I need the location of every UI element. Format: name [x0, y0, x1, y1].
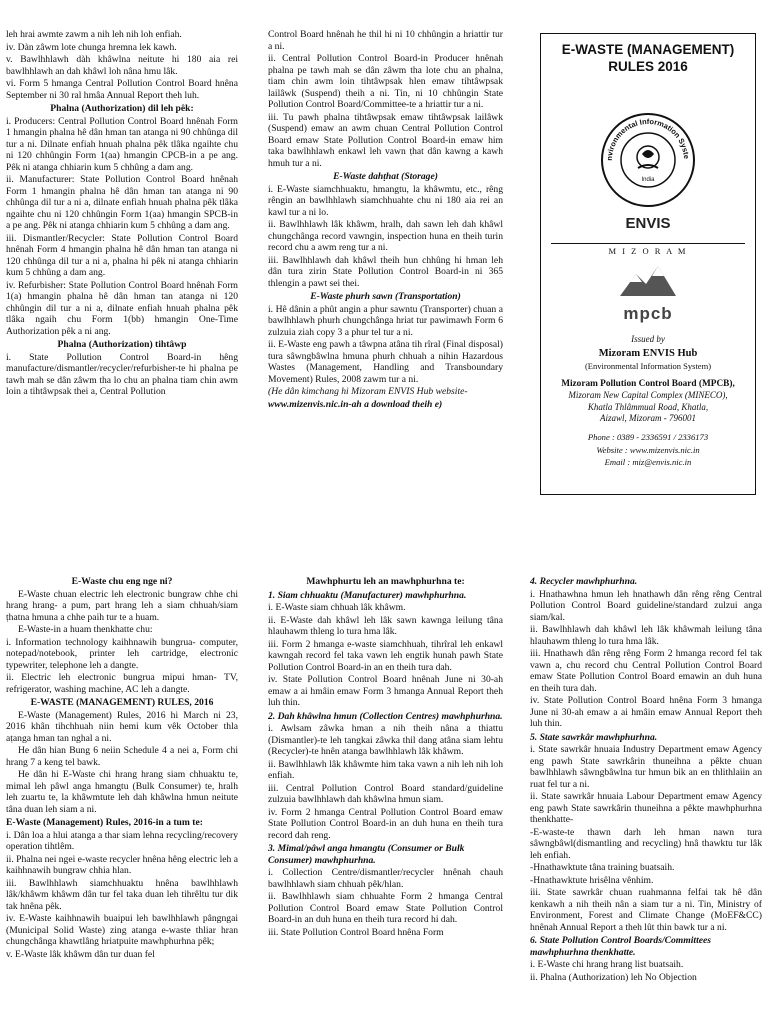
paragraph: i. Dân loa a hlui atanga a thar siam lehna recycling/recovery operation tihtlêm. [6, 829, 238, 852]
paragraph: -Hnathawktute tâna training buatsaih. [530, 862, 675, 873]
paragraph: iii. Bawlhhlawh dah khâwl theih hun chhûng hi hman leh dân tura zirin State Pollution Control Board-in ni 365 thlengin a pawt sei thei. [268, 254, 503, 289]
address-line2: Khatla Thlâmmual Road, Khatla, [587, 401, 709, 412]
section-heading: E-Waste (Management) Rules, 2016-in a tum te: [6, 817, 203, 828]
paragraph: -Hnathawktute hrisêlna vênhim. [530, 874, 654, 886]
cover-title-line1: E-WASTE (MANAGEMENT) [561, 42, 735, 57]
paragraph: E-Waste chuan electric leh electronic bungraw chhe chi hrang hrang- a pum, part hrang leh a siam chhuah/siam ṭhatna hmuna a chhe paih tur te a huam. [6, 588, 238, 623]
paragraph: -E-waste-te thawn darh leh hman nawn tura sâwngbâwl(dismantling and recycling) hnâ thawktu tur lâk leh enfiah. [530, 826, 762, 861]
paragraph: iii. Bawlhhlawh siamchhuaktu hnêna bawlhhlawh lâk/khâwm khâwm dân tur fel taka duan leh tihrêltu tur dik tak hnêna pêk. [6, 877, 238, 912]
paragraph: E-Waste (Management) Rules, 2016 hi March ni 23, 2016 khân tihchhuah niin hemi kum vêk October thla aṭanga hman tan nghal a ni. [6, 709, 238, 744]
right-column-bottom [530, 574, 762, 1024]
paragraph: iii. State Pollution Control Board hnêna Form [268, 926, 444, 938]
mpcb-label: mpcb [623, 303, 673, 323]
section-heading: 4. Recycler mawhphurhna. [530, 576, 638, 587]
paragraph: i. E-Waste siam chhuah lâk khâwm. [268, 602, 406, 613]
paragraph: Control Board hnênah he thil hi ni 10 chhûngin a hriattir tur a ni. [268, 29, 503, 52]
paragraph: ii. Bawlhhlawh siam chhuahte Form 2 hmanga Central Pollution Control Board emaw State Pollution Control Board-in an duh huna en theih tura record hi dah. [268, 891, 503, 925]
paragraph: ii. E-Waste dah khâwl leh lâk sawn kawnga leilung tâna hlauhawm thleng lo tura hma lâk. [268, 614, 503, 637]
paragraph: ii. Bawlhhlawh lâk khâwm, hralh, dah sawn leh dah khâwl chungchânga record vawngin, inspection huna en theih turin record chu a awm reng tur a ni. [268, 219, 503, 253]
section-heading: E-Waste dahṭhat (Storage) [333, 171, 438, 182]
paragraph: ii. E-Waste eng pawh a tâwpna atâna tih rîral (Final disposal) tura sâwngbâwlna hmuna phurh chhuah a nihin Hazardous Wastes (Management, Handling and Transboundary Movement) Rules, 2008 zawm tur a ni. [268, 339, 503, 385]
paragraph: ii. Bawlhhlawh dah khâwl leh lâk khâwmah leilung tâna hlauhawm thleng lo tura hma lâk. [530, 624, 762, 647]
paragraph: ii. Bawlhhlawh lâk khâwmte him taka vawn a nih leh nih loh enfiah. [268, 758, 503, 781]
paragraph: iii. Central Pollution Control Board standard/guideline zulzuia bawlhhlawh dah khâwlna hmun siam. [268, 782, 503, 805]
paragraph: iv. Dàn zâwm lote chunga hremna lek kawh. [6, 41, 177, 53]
paragraph: v. E-Waste lâk khâwm dân tur duan fel [6, 948, 155, 960]
hub-subtitle: (Environmental Information System) [584, 360, 712, 371]
hub-name: Mizoram ENVIS Hub [598, 348, 698, 360]
section-heading: Phalna (Authorization) dil leh pêk: [50, 103, 194, 114]
address-line1: Mizoram New Capital Complex (MINECO), [568, 390, 728, 401]
section-heading: E-Waste chu eng nge ni? [71, 576, 173, 587]
paragraph: iii. Form 2 hmanga e-waste siamchhuah, tihrîral leh enkawl kawngah record fel taka vawn leh engtik hunah pawh State Pollution Control Board-in an en theih tura dah. [268, 638, 503, 673]
envis-logo [541, 110, 755, 214]
section-heading: E-Waste phurh sawn (Transportation) [310, 291, 461, 302]
paragraph: i. State sawrkâr hnuaia Industry Department emaw Agency eng pawh State sawrkârin thuneihna a pêkte chuan bawlhhlawh sâwngbâwlna tur hmun bik an en thlithlaiin an ruat fel tur a ni. [530, 744, 762, 790]
logo-india-text: India [641, 176, 655, 183]
middle-column-bottom [268, 574, 503, 1024]
paragraph: www.mizenvis.nic.in-ah a download theih e) [268, 398, 443, 410]
issued-by: Issued by [631, 334, 665, 345]
mpcb-emblem-icon [616, 260, 680, 300]
section-heading: Phalna (Authorization) tihtâwp [57, 339, 187, 350]
paragraph: iv. State Pollution Control Board hnêna Form 3 hmanga June ni 30-ah emaw a ai hmâin emaw Annual Report theh luh thin. [530, 695, 762, 729]
section-heading: 6. State Pollution Control Boards/Committees mawhphurhna thenkhatte. [530, 935, 711, 958]
paragraph: (He dân kimchang hi Mizoram ENVIS Hub website- [268, 386, 468, 397]
section-heading: 5. State sawrkâr mawhphurhna. [530, 731, 658, 743]
address-line3: Aizawl, Mizoram - 796001 [599, 413, 696, 424]
section-heading: Mawhphurtu leh an mawhphurhna te: [306, 576, 465, 587]
email-link[interactable]: Email : miz@envis.nic.in [604, 457, 692, 468]
divider [551, 243, 745, 244]
section-heading: 1. Siam chhuaktu (Manufacturer) mawhphurhna. [268, 589, 467, 601]
mpcb-logo [541, 260, 755, 304]
left-column-bottom [6, 574, 238, 1024]
cover-title-line2: RULES 2016 [608, 58, 688, 74]
paragraph: i. Hnathawhna hmun leh hnathawh dân rêng rêng Central Pollution Control Board guideline/standard zulzui anga siam/kal. [530, 588, 762, 623]
paragraph: ii. State sawrkâr hnuaia Labour Department emaw Agency eng pawh State sawrkârin thuneihna a pêkte mawhphurhna thenkhatte- [530, 791, 762, 825]
paragraph: iv. Form 2 hmanga Central Pollution Control Board emaw State Pollution Control Board-in an duh huna en theih tura record dah reng. [268, 806, 503, 841]
section-heading: E-WASTE (MANAGEMENT) RULES, 2016 [30, 697, 214, 708]
paragraph: i. Producers: Central Pollution Control Board hnênah Form 1 hmangin phalna hê dân hman tan atanga ni 90 chhûnga dil tur a ni. Dilnate enfiah hnuah phalna pêk tlâka ngaihte chu ni 120 chhûngin Form 1(aa) hmangin CPCB-in a pe ang. Pêk ni atanga chhiarin kum 5 chhûng a dam ang. [6, 115, 238, 173]
left-column-top [6, 29, 238, 519]
middle-column-top [268, 29, 503, 519]
website-link[interactable]: Website : www.mizenvis.nic.in [596, 444, 700, 455]
paragraph: i. Information technology kaihhnawih bungrua- computer, notepad/notebook, printer leh cartridge, electronic typewriter, telephone leh a dangte. [6, 636, 238, 671]
board-name: Mizoram Pollution Control Board (MPCB), [561, 378, 735, 389]
paragraph: i. E-Waste siamchhuaktu, hmangtu, la khâwmtu, etc., rêng rêngin an bawlhhlawh siamchhuahte chu ni 180 aia rei an kawl tur a ni lo. [268, 183, 503, 218]
paragraph: iv. State Pollution Control Board hnênah June ni 30-ah emaw a ai hmâin emaw Form 3 hmanga Annual Report theh luh thin. [268, 674, 503, 708]
paragraph: ii. Electric leh electronic bungrua mipui hman- TV, refrigerator, washing machine, AC leh a dangte. [6, 672, 238, 695]
envis-emblem-icon [598, 110, 698, 210]
paragraph: i. State Pollution Control Board-in hêng manufacture/dismantler/recycler/refurbisher-te hi phalna pe tawh mah se dân zâwm tha lo chu an phalna tiam chin awm loin a tihtâwpsak thei a, Central Pollution [6, 351, 238, 397]
envis-label: ENVIS [625, 215, 671, 233]
paragraph: iii. Dismantler/Recycler: State Pollution Control Board hnênah Form 4 hmangin phalna hê dân hman tan atanga ni 120 chhûnga dil tur a ni a, phalna hi pêk ni atanga chhiarin kum 5 chhûng a dam ang. [6, 232, 238, 278]
paragraph: iii. State sawrkâr chuan ruahmanna felfai tak hê dân kenkawh a nih theih nân a siam tur a ni. Tin, Ministry of Environment, Forest and Climate Change (MoEF&CC) hnênah Annual Report a theh lût thin bawk tur a ni. [530, 887, 762, 933]
paragraph: iv. E-Waste kaihhnawih buaipui leh bawlhhlawh pângngai (Municipal Solid Waste) zing atanga e-waste thliar hran chungchânga khawtlâng hriatpuite mawhphurhna pêk; [6, 913, 238, 947]
paragraph: iv. Refurbisher: State Pollution Control Board hnênah Form 1(a) hmangin phalna hê dân hman tan atanga ni 120 chhûngin dil tur a ni a, dilnate enfiah hnuah phalna pêk tlâka ngaih chu Form 1(bb) hmangin One-Time Authorization pêk a ni ang. [6, 279, 238, 337]
paragraph: i. E-Waste chi hrang hrang list buatsaih. [530, 959, 684, 970]
paragraph: i. Hê dânin a phût angin a phur sawntu (Transporter) chuan a bawlhhlawh phurh chungchânga hriat tur pawimawh Form 6 zulzuia ziah copy 3 a phur tel tur a ni. [268, 303, 503, 338]
paragraph: He dân hian Bung 6 neiin Schedule 4 a nei a, Form chi hrang 7 a keng tel bawk. [6, 745, 238, 768]
paragraph: v. Bawlhhlawh dàh khâwlna neitute hi 180 aia rei bawlhhlawh an dah khâwl loh nâna hmu lâk. [6, 54, 238, 77]
section-heading: 2. Dah khâwlna hmun (Collection Centres) mawhphurhna. [268, 710, 503, 722]
paragraph: iii. Tu pawh phalna tihtâwpsak emaw tihtâwpsak lailâwk (Suspend) emaw an awm chuan Central Pollution Control Board emaw State Pollution Control Board-in emaw him taka bawlhhlawh enkawl leh vawn ṭhat dân kawng a kawh hmuh tur a ni. [268, 111, 503, 169]
mizoram-letter-label: M I Z O R A M [608, 246, 688, 257]
paragraph: leh hrai awmte zawm a nih leh nih loh enfiah. [6, 29, 182, 40]
paragraph: ii. Phalna (Authorization) leh No Objection [530, 971, 697, 983]
paragraph: ii. Phalna nei ngei e-waste recycler hnêna hêng electric leh a kaihhnawih bungraw chhia hlan. [6, 853, 238, 876]
paragraph: ii. Manufacturer: State Pollution Control Board hnênah Form 1 hmangin phalna hê dân hman tan atanga ni 90 chhûnga dil tur a ni a, dilnate enfiah hnuah phalna pêk tlâka ngaihte chu ni 120 chhûngin Form 1(aa) hmangin SPCB-in a pe ang. Pêk ni atanga chhiarin kum 5 chhûng a dam ang. [6, 174, 238, 231]
paragraph: He dân hi E-Waste chi hrang hrang siam chhuaktu te, mimal leh pâwl anga hmangtu (Bulk Consumer) te, hralh leh zuartu te, la khâwmtute leh dah khâwlna hmun neitute tâna duan leh siam a ni. [6, 769, 238, 815]
paragraph: iii. Hnathawh dân rêng rêng Form 2 hmanga record fel tak vawn a, chu record chu Central Pollution Control Board emaw State Pollution Control Board emawin an duh huna en theih tura dah. [530, 648, 762, 694]
paragraph: i. Awlsam zâwka hman a nih theih nâna a thiattu (Dismantler)-te leh tangkai zâwka thil dang atâna siam lehtu (Recycler)-te hnên atanga bawlhhlawh lâk khâwm. [268, 723, 503, 757]
cover-panel [540, 33, 756, 495]
logo-ring-text: nvironmental Information Syste [604, 116, 692, 161]
paragraph: vi. Form 5 hmanga Central Pollution Control Board hnêna September ni 30 ral hmâa Annual Report theh luh. [6, 78, 238, 101]
paragraph: i. Collection Centre/dismantler/recycler hnênah chauh bawlhhlawh siam chhuah pêk/hlan. [268, 867, 503, 890]
section-heading: 3. Mimal/pâwl anga hmangtu (Consumer or Bulk Consumer) mawhphurhna. [268, 843, 465, 866]
paragraph: ii. Central Pollution Control Board-in Producer hnênah phalna pe tawh mah se dân zâwm tha lote chu an phalna, tiam chin awm loin tihtâwpsak hlen emaw tihtâwpsak lailâwk (Suspend) theih a ni. Tin, ni 10 chhûngin State Pollution Control Board/Committee-te a hriattir tur a ni. [268, 53, 503, 110]
paragraph: E-Waste-in a huam thenkhatte chu: [18, 624, 153, 635]
phone-number: Phone : 0389 - 2336591 / 2336173 [587, 432, 709, 443]
